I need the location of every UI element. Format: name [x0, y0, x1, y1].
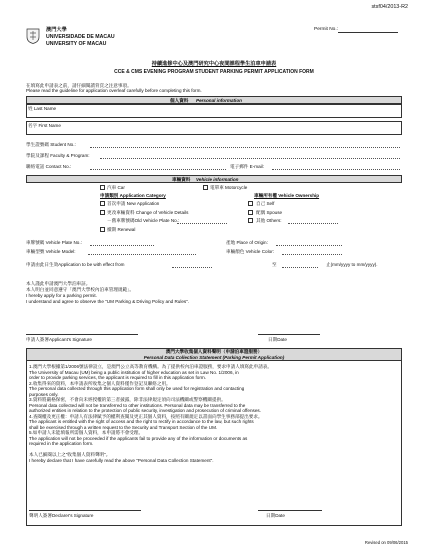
contact-no-field[interactable] [90, 169, 226, 170]
vehicle-header-en: Vehicle information [196, 176, 239, 182]
pdcs-item: Personal data collected will not be transferred to other institutions. Personal data may be transferred to the [29, 402, 246, 408]
pdcs-item: The personal data collected through this application form shall only be used for registration and contacting [29, 386, 245, 391]
pdcs-item: 1.澳門大學根據第1/2006號法律設立，是澳門公立高等教育機構。為了提供校內泊車證服務，要求申請人填寫此申請表。 [29, 364, 272, 369]
change-details-checkbox[interactable] [100, 210, 105, 215]
applicant-date-line[interactable] [258, 334, 320, 335]
email-field[interactable] [272, 169, 400, 170]
last-name-label: 姓 Last Name [28, 106, 57, 111]
renewal-label: 續期 Renewal [107, 227, 136, 232]
new-application-checkbox[interactable] [100, 201, 105, 206]
old-plate-field[interactable] [177, 223, 227, 224]
faculty-field[interactable] [100, 158, 400, 159]
guideline-zh: 在填寫此申請表之前，請仔細閱讀背頁之注意事項。 [26, 83, 132, 88]
pdcs-item: purposes only. [29, 391, 59, 397]
pdcs-item: required in the application form. [29, 441, 94, 446]
permit-no-label: Permit No.: [314, 27, 338, 32]
vehicle-ownership-label: 車輛所有權 Vehicle Ownership [254, 193, 320, 198]
self-label: 自己 Self [256, 201, 275, 206]
applicant-signature-line[interactable] [26, 334, 138, 335]
guideline-en: Please read the guideline for application overleaf carefully before completing this form. [26, 88, 202, 93]
color-field[interactable] [282, 254, 342, 255]
doc-code: stsf04/2013-R2 [371, 4, 408, 10]
university-name-en: UNIVERSITY OF MACAU [46, 41, 107, 47]
first-name-label: 名字 First Name [28, 123, 61, 128]
university-name-zh: 澳門大學 [46, 27, 67, 33]
declaration-zh-2: 本人明白並同意遵守「澳門大學校內泊車管理規範」。 [26, 287, 134, 292]
pdcs-item: The applicant is entitled with the right of access and the right to rectify in accordance to the law, but such rights [29, 419, 254, 424]
old-plate-label: －舊車牌號碼Old Vehicle Plate No.: [107, 218, 180, 223]
self-checkbox[interactable] [248, 201, 253, 206]
form-title-en: CCE & CMS EVENING PROGRAM STUDENT PARKING PERMIT APPLICATION FORM [114, 69, 314, 75]
pdcs-title-en: Personal Data Collection Statement (Parking Permit Application) [143, 355, 285, 360]
pdcs-item: 5.如申請人未能填報所需個人資料，本申請將不會受理。 [29, 430, 144, 435]
university-name-pt: UNIVERSIDADE DE MACAU [46, 34, 115, 40]
pdcs-item: shall be exercised through a written request to the Security and Transport Section of the UM. [29, 424, 218, 430]
color-label: 車輛顏色 Vehicle Color: [226, 249, 274, 254]
student-no-field[interactable] [90, 147, 400, 148]
revised-date: Revised on 09/06/2015 [364, 540, 408, 545]
applicant-date-label: 日期Date [268, 337, 287, 342]
car-checkbox[interactable] [100, 185, 105, 190]
personal-header-zh: 個人資料 [170, 97, 189, 103]
declaration-en-2: I understand and agree to observe the "UM Parking & Driving Policy and Rules". [26, 299, 190, 304]
plate-no-label: 車牌號碼 Vehicle Plate No.: [26, 240, 82, 245]
pdcs-item: The application will not be proceeded if the applicants fail to provide any of the information or documents as [29, 435, 248, 441]
motorcycle-label: 電單車 Motorcycle [210, 185, 248, 190]
declaration-zh-1: 本人謹此申請澳門大學泊車証。 [26, 281, 91, 286]
others-label: 其他 Others: [256, 218, 282, 223]
spouse-label: 配偶 Spouse [256, 210, 283, 215]
pdcs-item: authorized entities in relation to the protection of public security, investigation and prosecution of criminal offenses. [29, 408, 261, 413]
declarer-date-line[interactable] [258, 510, 322, 511]
pdcs-item: 3.資料將嚴格保密，不會向未經授權的第三者披露，除非法律規定須向司法機關或警察機關提供。 [29, 397, 226, 402]
form-title-zh: 持續進修中心及澳門研究中心夜間課程學生泊車申請表 [151, 61, 277, 67]
university-logo [26, 28, 40, 44]
email-label: 電子郵件 E-mail: [230, 164, 264, 169]
effective-from-label: 申請由此日生效Application to be with effect from [26, 262, 125, 267]
effective-to-label: 至 [272, 262, 277, 267]
declarer-signature-line[interactable] [29, 510, 141, 511]
change-details-label: 更改車輛資料 Change of Vehicle Details [107, 210, 189, 215]
others-field[interactable] [288, 223, 338, 224]
pdcs-item: 2.收集得來的資料，本申請表所收集之個人資料僅作登記及聯絡之用。 [29, 380, 171, 386]
motorcycle-checkbox[interactable] [203, 185, 208, 190]
car-label: 汽車 Car [107, 185, 125, 190]
pdcs-item: order to provide parking services, the applicant is required to fill in this application form. [29, 375, 206, 380]
spouse-checkbox[interactable] [248, 210, 253, 215]
declarer-signature-label: 聲明人簽署Declarer's Signature [29, 513, 94, 518]
personal-header-en: Personal information [196, 97, 242, 103]
model-label: 車輛型號 Vehicle Model: [26, 249, 76, 254]
last-name-field[interactable] [26, 104, 402, 118]
pdcs-declare-zh: 本人已細閱以上之"收集個人資料聲明"。 [29, 452, 111, 457]
effective-from-field[interactable] [172, 267, 212, 268]
pdcs-item: 4.查閱權及更正權：申請人有法律賦予的權利查閱及更正其個人資料，按照有關規定以書面向學生事務部提出要求。 [29, 413, 263, 419]
contact-no-label: 聯絡電話 Contact No.: [26, 164, 72, 169]
declarer-date-label: 日期Date [266, 513, 285, 518]
pdcs-title-zh: 澳門大學收集個人資料聲明（申請泊車證服務） [165, 349, 263, 354]
others-checkbox[interactable] [248, 218, 253, 223]
first-name-field[interactable] [26, 121, 402, 135]
effective-to-field[interactable] [282, 267, 318, 268]
model-field[interactable] [88, 254, 196, 255]
application-category-label: 申請類別 Application Category [100, 193, 166, 198]
permit-no-field[interactable] [338, 32, 398, 33]
pdcs-item: The University of Macau (UM) being a public institution of higher education as set in Law No. 1/2006, in [29, 369, 239, 375]
origin-label: 產地 Place of Origin: [226, 240, 268, 245]
applicant-signature-label: 申請人簽署Applicant's Signature [26, 337, 92, 342]
student-no-label: 學生證號碼 Student No.: [26, 142, 76, 147]
origin-field[interactable] [276, 245, 342, 246]
plate-no-field[interactable] [90, 245, 154, 246]
renewal-checkbox[interactable] [100, 227, 105, 232]
declaration-en-1: I hereby apply for a parking permit. [26, 293, 97, 298]
vehicle-header-zh: 車輛資料 [172, 176, 191, 182]
faculty-label: 學院及課程 Faculty & Program: [26, 153, 90, 158]
effective-format: 止(mm/yyyy to mm/yyyy). [326, 262, 378, 267]
pdcs-declare-en: I hereby declare that I have carefully read the above "Personal Data Collection Statement". [29, 458, 214, 463]
new-application-label: 首次申請 New Application [107, 201, 160, 206]
